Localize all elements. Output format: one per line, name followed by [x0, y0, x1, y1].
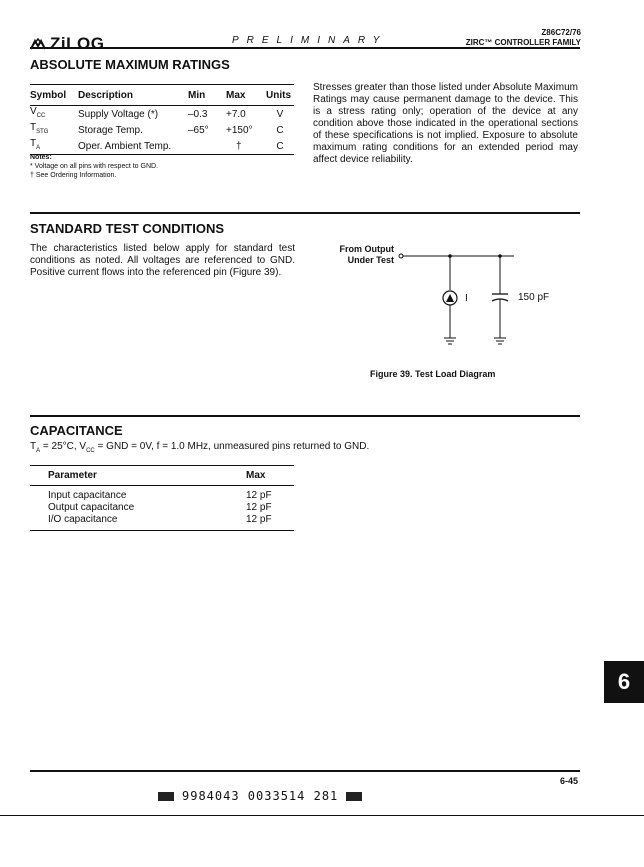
min-cell: –0.3 [188, 108, 208, 120]
page-number: 6-45 [560, 776, 579, 786]
cond-a: = 25°C, V [40, 441, 87, 452]
table-row [30, 486, 294, 503]
header-right [466, 28, 581, 48]
stress-paragraph: Stresses greater than those listed under Absolute Maximum Ratings may cause permanent damage to the device. This is a stress rating only; operation of the device at any condition above those indicated in the operational sections of these specifications is not implied. Exposure to absolute maximum rating conditions for an extended period may affect device reliability. [313, 82, 578, 165]
symbol-cell: V [30, 106, 37, 117]
cond-v-sub: CC [86, 448, 95, 454]
note-ordering: † See Ordering Information. [30, 172, 117, 179]
col-min: Min [188, 85, 226, 106]
table-row [30, 502, 294, 514]
label-under-test: Under Test [347, 255, 394, 265]
symbol-cell: T [30, 122, 37, 133]
test-conditions-title: STANDARD TEST CONDITIONS [30, 221, 225, 236]
min-cell [188, 138, 226, 155]
part-number: Z86C72/76 [541, 28, 581, 37]
note-voltage: * Voltage on all pins with respect to GND. [30, 163, 159, 170]
col-units: Units [266, 85, 294, 106]
preliminary-label: PRELIMINARY [232, 35, 388, 46]
section-tab: 6 [604, 661, 644, 703]
capacitance-title: CAPACITANCE [30, 423, 123, 438]
page-bottom-rule [0, 815, 644, 816]
table-header-row [30, 466, 294, 486]
table-row [30, 106, 294, 123]
description-cell: Storage Temp. [78, 124, 143, 136]
symbol-cell: T [30, 138, 37, 149]
cond-t-sub: A [36, 448, 41, 454]
units-cell: C [276, 140, 284, 152]
table-row [30, 122, 294, 138]
col-parameter: Parameter [30, 466, 246, 486]
footer-rule [30, 770, 580, 772]
abs-max-notes [30, 153, 158, 180]
max-cell: 12 pF [246, 502, 272, 513]
col-max: Max [226, 85, 266, 106]
output-terminal [399, 254, 403, 258]
cond-t: T [30, 441, 37, 452]
symbol-subscript: STG [36, 129, 49, 135]
table-header-row [30, 85, 294, 106]
header-rule [30, 47, 580, 49]
figure-caption: Figure 39. Test Load Diagram [370, 369, 496, 379]
symbol-subscript: CC [36, 113, 46, 119]
param-cell: Input capacitance [48, 490, 127, 501]
cond-b: = GND = 0V, f = 1.0 MHz, unmeasured pins returned to GND. [94, 441, 370, 452]
section-rule [30, 415, 580, 417]
capacitor-label: 150 pF [518, 292, 550, 303]
units-cell: V [276, 108, 284, 120]
max-cell: 12 pF [246, 514, 272, 525]
capacitance-table [30, 465, 294, 531]
max-cell: +7.0 [226, 108, 246, 120]
abs-max-table [30, 84, 294, 155]
family-name: ZIRC™ CONTROLLER FAMILY [465, 38, 581, 47]
symbol-subscript: A [36, 145, 41, 151]
col-symbol: Symbol [30, 85, 78, 106]
param-cell: Output capacitance [48, 502, 135, 513]
zilog-logo [30, 34, 104, 54]
barcode-block-icon [346, 792, 362, 801]
min-cell: –65° [188, 124, 209, 136]
diagram-source-label [328, 244, 394, 266]
logo-text: ZiLOG [50, 34, 105, 53]
abs-max-title: ABSOLUTE MAXIMUM RATINGS [30, 57, 230, 72]
max-cell: +150° [226, 124, 253, 136]
description-cell: Supply Voltage (*) [78, 108, 159, 120]
units-cell: C [276, 124, 284, 136]
test-load-diagram [396, 246, 526, 352]
max-cell: 12 pF [246, 490, 272, 501]
barcode-block-icon [158, 792, 174, 801]
test-conditions-text: The characteristics listed below apply for standard test conditions as noted. All voltages are referenced to GND. Positive current flows into the referenced pin (Figure 39). [30, 243, 295, 278]
param-cell: I/O capacitance [48, 514, 118, 525]
col-description: Description [78, 85, 188, 106]
capacitance-conditions [30, 441, 369, 454]
col-max: Max [246, 466, 294, 486]
barcode-text: 9984043 0033514 281 [182, 789, 339, 803]
barcode [150, 789, 370, 803]
label-from-output: From Output [339, 244, 394, 254]
table-row [30, 514, 294, 531]
description-cell: Oper. Ambient Temp. [78, 140, 172, 152]
max-cell: † [236, 140, 242, 152]
section-rule [30, 212, 580, 214]
current-label: I [465, 293, 468, 304]
notes-title: Notes: [30, 154, 52, 161]
